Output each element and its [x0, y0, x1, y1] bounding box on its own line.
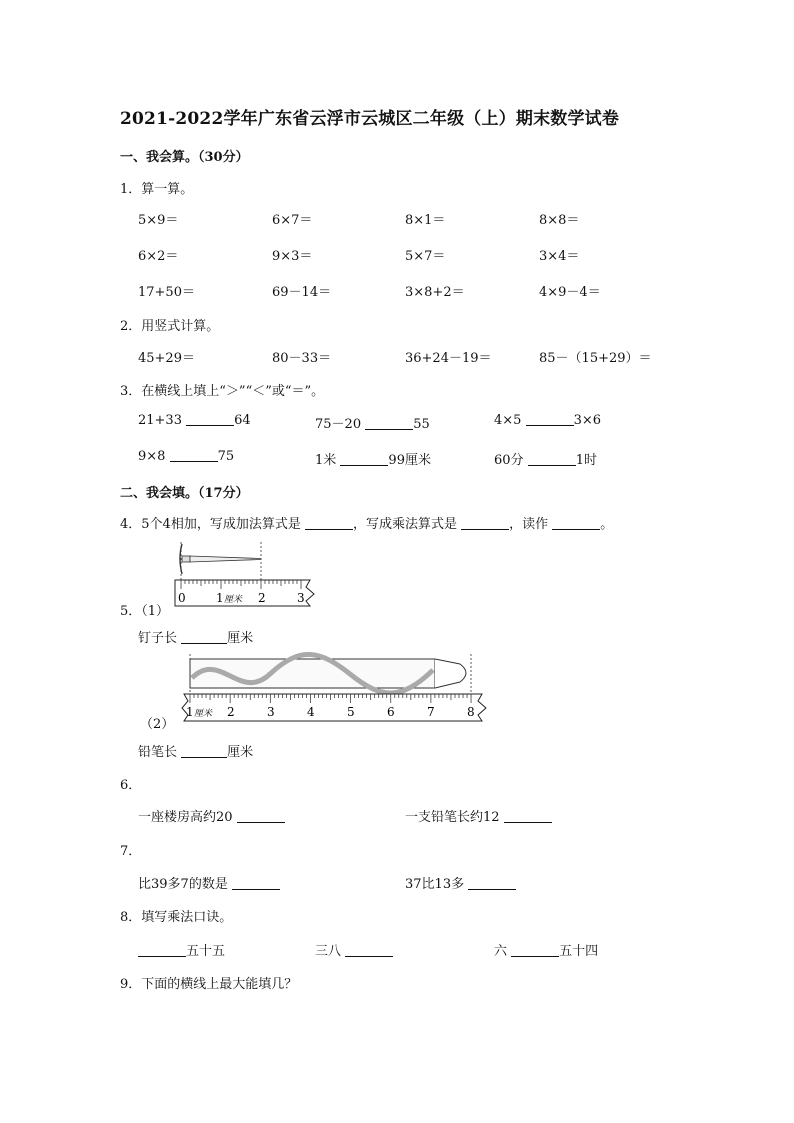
q3-compare: 1米 99厘米	[315, 453, 431, 468]
q5-label-1: 5．（1）	[120, 604, 170, 619]
q3-label: 3．在横线上填上“＞”“＜”或“＝”。	[120, 384, 325, 399]
answer-blank[interactable]	[305, 528, 353, 530]
ruler-1-label: 2	[258, 591, 266, 605]
q1-item: 17+50＝	[138, 285, 195, 300]
answer-blank[interactable]	[181, 756, 227, 758]
section-2-heading: 二、我会填。（17分）	[120, 486, 249, 501]
q7-label: 7．	[120, 844, 142, 859]
q2-item: 36+24－19＝	[405, 351, 492, 366]
ruler-1-unit: 厘米	[224, 595, 243, 605]
answer-blank[interactable]	[181, 642, 227, 644]
q3-compare: 75－20 55	[315, 417, 430, 432]
q7-item: 比39多7的数是	[138, 873, 280, 892]
q2-item: 80－33＝	[272, 351, 332, 366]
q8-item: 六 五十四	[494, 944, 599, 959]
q2-label: 2．用竖式计算。	[120, 319, 220, 334]
q1-item: 3×4＝	[539, 249, 580, 264]
ruler-2-label: 8	[467, 705, 475, 719]
answer-blank[interactable]	[345, 955, 393, 957]
ruler-2-label: 4	[307, 705, 315, 719]
answer-blank[interactable]	[526, 424, 574, 426]
answer-blank[interactable]	[552, 528, 600, 530]
q1-item: 3×8+2＝	[405, 285, 465, 300]
ruler-1-label: 1	[216, 591, 224, 605]
ruler-2-label: 1	[186, 705, 194, 719]
pencil-ruler-figure	[180, 652, 490, 724]
nail-ruler-figure	[170, 540, 325, 608]
answer-blank[interactable]	[170, 460, 218, 462]
q6-item: 一支铅笔长约12	[405, 806, 552, 825]
q3-compare: 9×8 75	[138, 449, 235, 464]
answer-blank[interactable]	[340, 464, 388, 466]
q1-item: 4×9－4＝	[539, 285, 601, 300]
ruler-2-label: 3	[267, 705, 275, 719]
pencil-image	[190, 654, 466, 693]
answer-blank[interactable]	[511, 955, 559, 957]
q1-item: 69－14＝	[272, 285, 332, 300]
ruler-2-label: 6	[387, 705, 395, 719]
answer-blank[interactable]	[365, 428, 413, 430]
answer-blank[interactable]	[504, 821, 552, 823]
answer-blank[interactable]	[232, 888, 280, 890]
q8-item: 三八	[315, 940, 393, 959]
q3-compare: 4×5 3×6	[494, 413, 602, 428]
nail-image	[180, 544, 260, 574]
q5-label-2: （2）	[140, 717, 175, 732]
answer-blank[interactable]	[237, 821, 285, 823]
q6-label: 6．	[120, 778, 142, 793]
ruler-2-label: 7	[427, 705, 435, 719]
q1-item: 5×9＝	[138, 213, 179, 228]
answer-blank[interactable]	[468, 888, 516, 890]
q7-item: 37比13多	[405, 873, 516, 892]
pencil-length-line: 铅笔长 厘米	[138, 745, 254, 760]
ruler-2-unit: 厘米	[194, 709, 213, 719]
q1-item: 8×1＝	[405, 213, 446, 228]
q4: 4．5个4相加，写成加法算式是 ，写成乘法算式是 ，读作 。	[120, 517, 614, 532]
ruler-1-label: 3	[297, 591, 305, 605]
q8-item: 五十五	[138, 940, 225, 959]
q1-item: 6×7＝	[272, 213, 313, 228]
q1-item: 5×7＝	[405, 249, 446, 264]
ruler-2-label: 5	[347, 705, 355, 719]
q2-item: 85－（15+29）＝	[539, 351, 652, 366]
answer-blank[interactable]	[528, 464, 576, 466]
nail-length-line: 钉子长 厘米	[138, 631, 254, 646]
q8-label: 8．填写乘法口诀。	[120, 910, 233, 925]
q9-label: 9．下面的横线上最大能填几？	[120, 977, 298, 992]
q1-item: 8×8＝	[539, 213, 580, 228]
q3-compare: 60分 1时	[494, 453, 597, 468]
section-1-heading: 一、我会算。（30分）	[120, 150, 249, 165]
ruler-2-label: 2	[227, 705, 235, 719]
answer-blank[interactable]	[138, 955, 186, 957]
answer-blank[interactable]	[461, 528, 509, 530]
q6-item: 一座楼房高约20	[138, 806, 285, 825]
q1-item: 6×2＝	[138, 249, 179, 264]
answer-blank[interactable]	[186, 424, 234, 426]
page-title: 2021-2022学年广东省云浮市云城区二年级（上）期末数学试卷	[120, 109, 620, 129]
q2-item: 45+29＝	[138, 351, 195, 366]
ruler-1-label: 0	[178, 591, 186, 605]
q1-item: 9×3＝	[272, 249, 313, 264]
q1-label: 1．算一算。	[120, 182, 194, 197]
q3-compare: 21+33 64	[138, 413, 251, 428]
